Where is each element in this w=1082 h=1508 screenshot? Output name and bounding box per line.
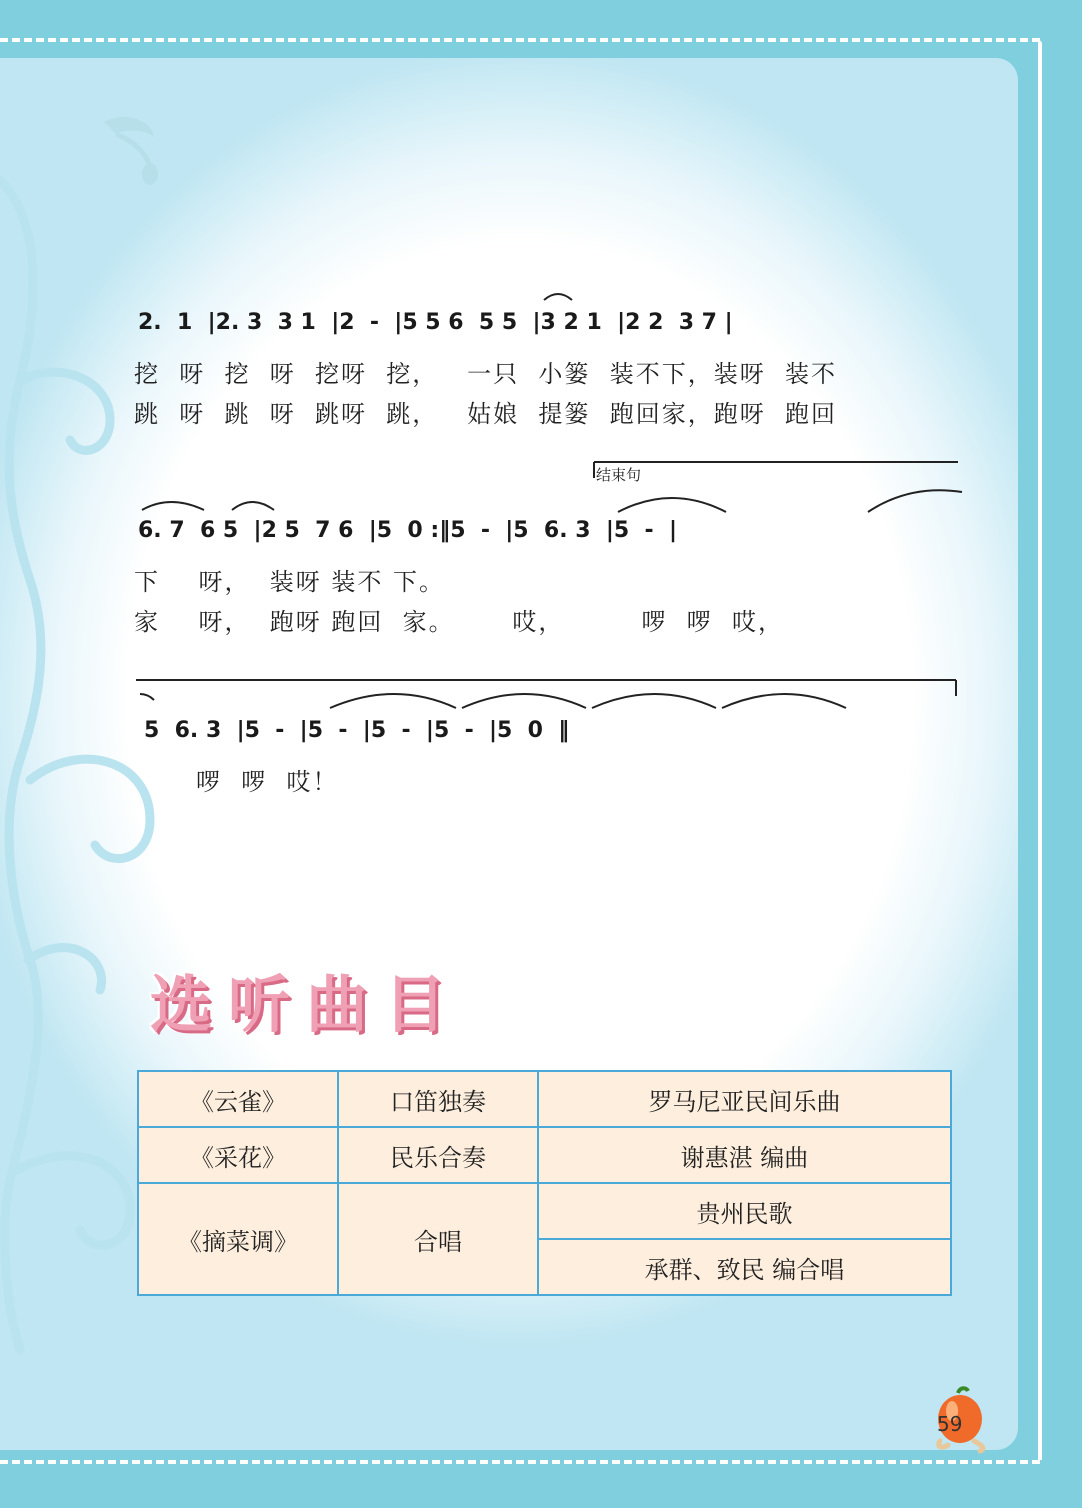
- frame-border-bottom: [0, 1460, 1040, 1464]
- score-row-1-notes: 2. 1 |2. 3 3 1 |2 - |5 5 6 5 5 |3 2 1 |2 2 3 7 |: [138, 310, 733, 335]
- ending-label: 结束句: [596, 466, 642, 484]
- score-row-3-notes: 5 6. 3 |5 - |5 - |5 - |5 - |5 0 ‖: [144, 718, 570, 743]
- page-number: 59: [937, 1412, 963, 1436]
- piece-type: 合唱: [338, 1183, 538, 1295]
- piece-title: 《摘菜调》: [138, 1183, 338, 1295]
- piece-credit: 承群、致民 编合唱: [538, 1239, 951, 1295]
- score-row-2-lyric-1: 下 呀， 装呀 装不 下。: [134, 568, 446, 596]
- piece-title: 《云雀》: [138, 1071, 338, 1127]
- piece-credit: 谢惠湛 编曲: [538, 1127, 951, 1183]
- listening-list-table: [137, 1070, 952, 1296]
- table-row: [138, 1127, 951, 1183]
- piece-credit: 罗马尼亚民间乐曲: [538, 1071, 951, 1127]
- score-row-1-lyric-2: 跳 呀 跳 呀 跳呀 跳， 姑娘 提篓 跑回家，跑呀 跑回: [134, 400, 837, 428]
- piece-type: 口笛独奏: [338, 1071, 538, 1127]
- section-title: 选听曲目: [150, 968, 463, 1041]
- table-row: [138, 1183, 951, 1239]
- piece-title: 《采花》: [138, 1127, 338, 1183]
- page-number-badge: [930, 1385, 990, 1459]
- piece-credit: 贵州民歌: [538, 1183, 951, 1239]
- score-row-1-lyric-1: 挖 呀 挖 呀 挖呀 挖， 一只 小篓 装不下，装呀 装不: [134, 360, 837, 388]
- score-row-2-lyric-2: 家 呀， 跑呀 跑回 家。 哎， 啰 啰 哎，: [134, 608, 784, 636]
- piece-type: 民乐合奏: [338, 1127, 538, 1183]
- table-row: [138, 1071, 951, 1127]
- score-row-3-lyric: 啰 啰 哎！: [196, 768, 339, 796]
- frame-border-right: [1038, 40, 1042, 1460]
- score-row-2-notes: 6. 7 6 5 |2 5 7 6 |5 0 :‖5 - |5 6. 3 |5 - |: [138, 518, 678, 543]
